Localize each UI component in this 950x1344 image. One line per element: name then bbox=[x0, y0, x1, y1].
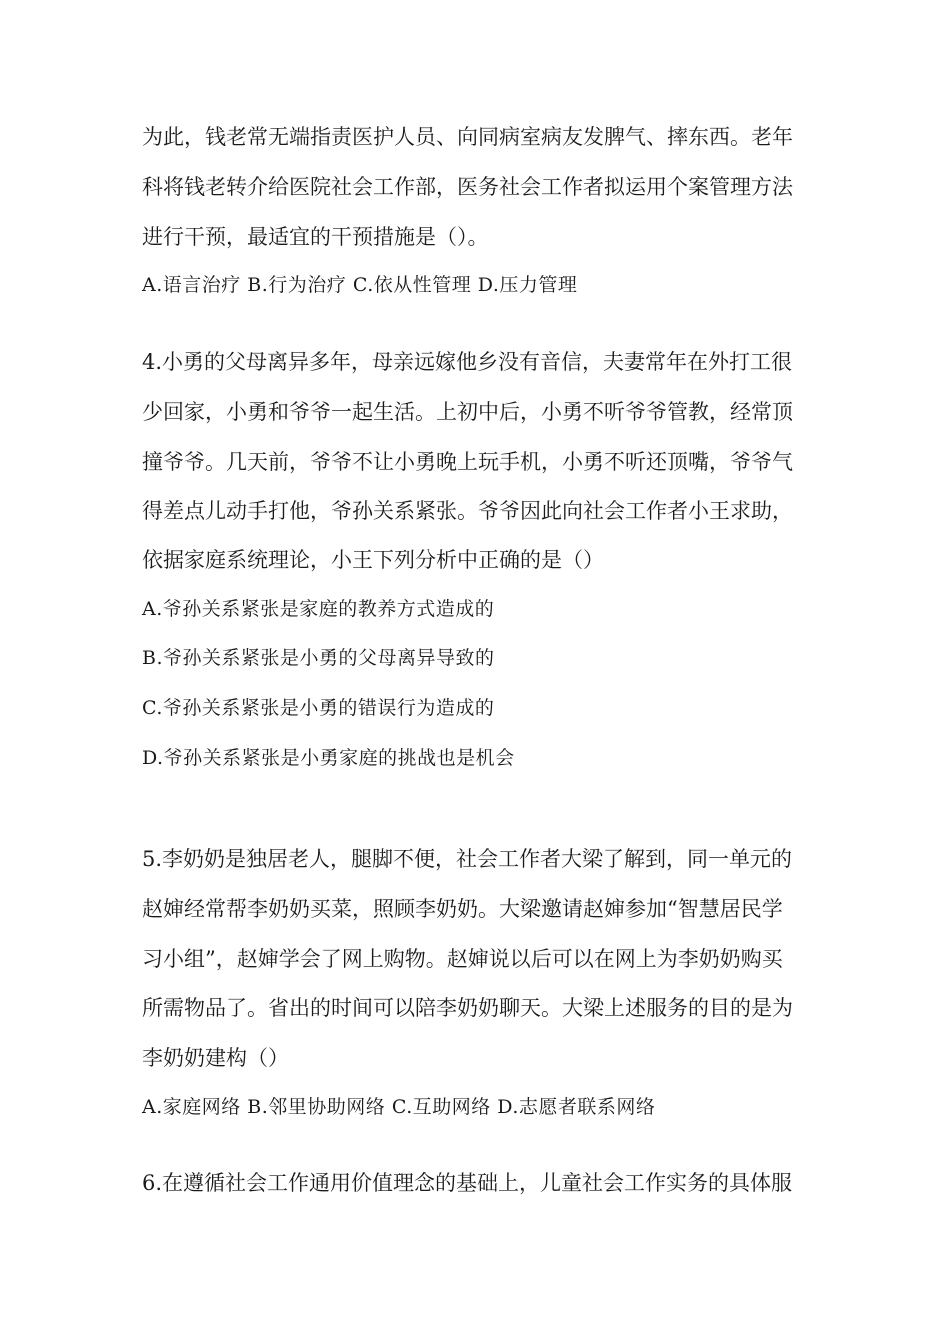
text-line: 少回家，小勇和爷爷一起生活。上初中后，小勇不听爷爷管教，经常顶 bbox=[142, 400, 793, 424]
text-line: 依据家庭系统理论，小王下列分析中正确的是（） bbox=[142, 548, 604, 572]
text-line: 撞爷爷。几天前，爷爷不让小勇晚上玩手机，小勇不听还顶嘴，爷爷气 bbox=[142, 450, 793, 474]
question-3-options: A.语言治疗 B.行为治疗 C.依从性管理 D.压力管理 bbox=[142, 274, 578, 296]
text-line: 所需物品了。省出的时间可以陪李奶奶聊天。大梁上述服务的目的是为 bbox=[142, 996, 793, 1020]
option-a: A.爷孙关系紧张是家庭的教养方式造成的 bbox=[142, 598, 495, 620]
question-5-options: A.家庭网络 B.邻里协助网络 C.互助网络 D.志愿者联系网络 bbox=[142, 1096, 656, 1118]
text-line: 进行干预，最适宜的干预措施是（）。 bbox=[142, 225, 489, 249]
option-c: C.爷孙关系紧张是小勇的错误行为造成的 bbox=[142, 697, 495, 719]
text-line: 赵婶经常帮李奶奶买菜，照顾李奶奶。大梁邀请赵婶参加“智慧居民学 bbox=[142, 897, 783, 921]
text-line: 5.李奶奶是独居老人，腿脚不便，社会工作者大梁了解到，同一单元的 bbox=[142, 847, 793, 871]
text-line: 6.在遵循社会工作通用价值理念的基础上，儿童社会工作实务的具体服 bbox=[142, 1171, 793, 1195]
text-line: 为此，钱老常无端指责医护人员、向同病室病友发脾气、摔东西。老年 bbox=[142, 125, 793, 149]
text-line: 习小组”，赵婶学会了网上购物。赵婶说以后可以在网上为李奶奶购买 bbox=[142, 947, 783, 971]
text-line: 科将钱老转介给医院社会工作部，医务社会工作者拟运用个案管理方法 bbox=[142, 175, 793, 199]
text-line: 4.小勇的父母离异多年，母亲远嫁他乡没有音信，夫妻常年在外打工很 bbox=[142, 350, 793, 374]
text-line: 得差点儿动手打他，爷孙关系紧张。爷爷因此向社会工作者小王求助， bbox=[142, 499, 793, 523]
option-b: B.爷孙关系紧张是小勇的父母离异导致的 bbox=[142, 647, 495, 669]
text-line: 李奶奶建构（） bbox=[142, 1046, 289, 1070]
option-d: D.爷孙关系紧张是小勇家庭的挑战也是机会 bbox=[142, 747, 515, 769]
